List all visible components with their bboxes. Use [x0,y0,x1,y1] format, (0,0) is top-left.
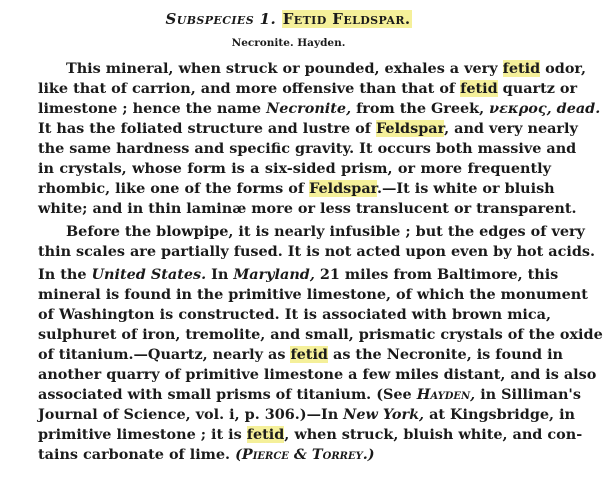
text-segment: in Silliman's [475,386,581,403]
citation: (Pierce & Torrey.) [235,446,375,463]
text-segment: quartz or [497,80,578,97]
text-segment: of titanium.—Quartz, nearly as [38,346,291,363]
author-name: Hayden, [416,386,476,403]
text-line-13: of Washington is constructed. It is associated with brown mica, [38,306,551,323]
text-line-19 [38,425,583,445]
text-segment: , when struck, bluish white, and con- [284,426,583,443]
text-line-5: the same hardness and specific gravity. It occurs both massive and [38,140,577,157]
text-line-7 [38,179,555,199]
italic-term: United States. [91,266,207,283]
subspecies-label: Subspecies 1. [165,10,277,28]
text-line-12: mineral is found in the primitive limestone, of which the monument [38,286,588,303]
text-segment: 21 miles from Baltimore, this [314,266,559,283]
text-segment: It has the foliated structure and lustre of [38,120,376,137]
text-line-1 [66,59,586,79]
text-segment: , and very nearly [444,120,578,137]
text-segment: as the Necronite, is found in [327,346,564,363]
greek-term: νεκρος, dead. [489,100,601,117]
text-segment: associated with small prisms of titanium. (See [38,386,417,403]
synonym-byline: Necronite. Hayden. [231,37,346,49]
text-segment: primitive limestone ; it is [38,426,247,443]
text-line-3 [38,99,601,119]
text-line-9: Before the blowpipe, it is nearly infusible ; but the edges of very [66,223,585,240]
text-segment: In [206,266,234,283]
text-segment: .—It is white or bluish [376,180,555,197]
italic-term: Maryland, [233,266,315,283]
highlighted-term: fetid [460,80,498,97]
text-segment: at Kingsbridge, in [424,406,575,423]
text-segment: limestone ; hence the name [38,100,267,117]
text-segment: This mineral, when struck or pounded, exhales a very [66,60,503,77]
text-line-6: in crystals, whose form is a six-sided prism, or more frequently [38,160,551,177]
text-segment: tains carbonate of lime. [38,446,236,463]
section-heading [0,10,577,28]
text-line-11 [38,265,559,285]
text-line-15 [38,345,564,365]
text-line-8: white; and in thin laminæ more or less translucent or transparent. [38,200,577,217]
highlighted-term: Feldspar [375,120,445,137]
text-segment: In the [38,266,92,283]
text-segment: from the Greek, [351,100,490,117]
highlighted-term: fetid [502,60,541,77]
text-line-2 [38,79,578,99]
text-line-18 [38,405,575,425]
text-line-10: thin scales are partially fused. It is not acted upon even by hot acids. [38,243,596,260]
highlighted-term: fetid [290,346,328,363]
mineral-name-highlight: Fetid Feldspar. [282,10,411,28]
italic-term: New York, [343,406,425,423]
italic-term: Necronite, [266,100,352,117]
text-segment: rhombic, like one of the forms of [38,180,310,197]
text-segment: odor, [540,60,586,77]
text-line-4 [38,119,578,139]
text-segment: Journal of Science, vol. i, p. 306.)—In [38,406,344,423]
highlighted-term: fetid [246,426,285,443]
text-line-20 [38,445,551,465]
text-line-16: another quarry of primitive limestone a few miles distant, and is also [38,366,597,383]
text-line-14: sulphuret of iron, tremolite, and small, prismatic crystals of the oxide [38,326,603,343]
highlighted-term: Feldspar [309,180,377,197]
text-segment: like that of carrion, and more offensive than that of [38,80,461,97]
text-line-17 [38,385,581,405]
